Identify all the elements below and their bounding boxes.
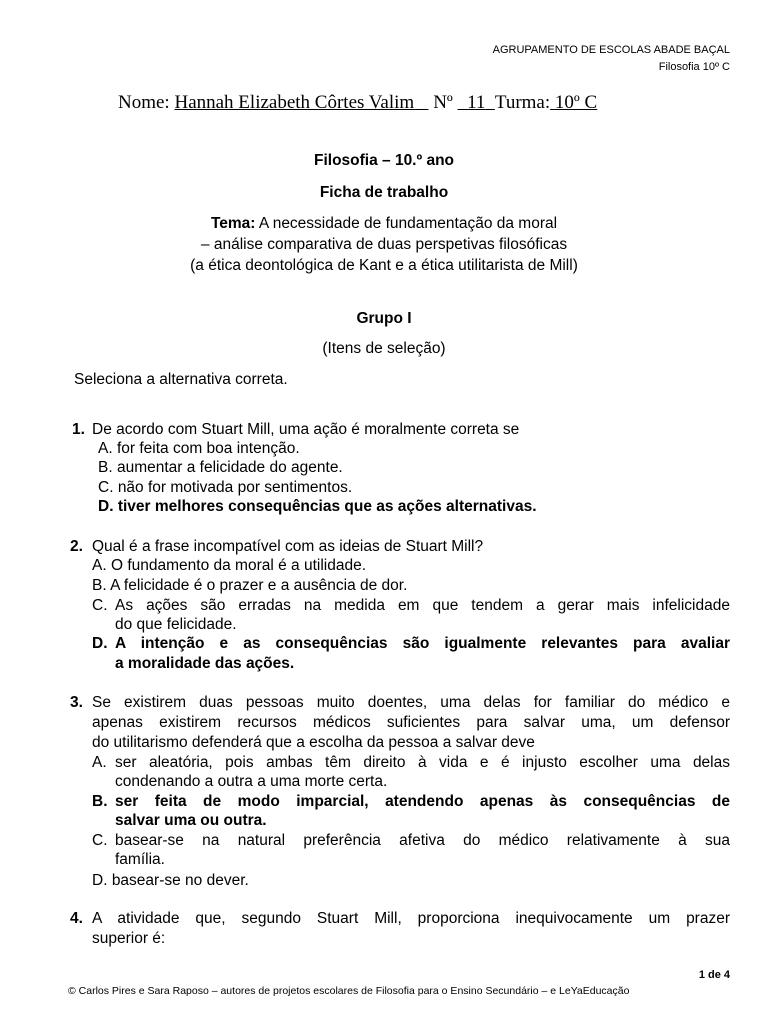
option-b-line-1: ser feita de modo imparcial, atendendo apenas às consequências de: [115, 793, 730, 810]
name-label: Nome:: [118, 92, 170, 113]
question-stem: De acordo com Stuart Mill, uma ação é moralmente correta se: [92, 421, 520, 438]
option-b: B. A felicidade é o prazer e a ausência de dor.: [92, 577, 408, 594]
option-c-letter: C.: [92, 597, 108, 614]
copyright-footer: © Carlos Pires e Sara Raposo – autores de projetos escolares de Filosofia para o Ensino Secundário – e LeYaEducação: [68, 985, 630, 997]
question-stem-line-2: apenas existirem recursos médicos suficientes para salvar uma, um defensor: [92, 714, 730, 731]
question-number: 4.: [70, 910, 83, 927]
question-stem-line-1: Se existirem duas pessoas muito doentes, uma delas for familiar do médico e: [92, 694, 730, 711]
question-stem: Qual é a frase incompatível com as ideias de Stuart Mill?: [92, 538, 484, 555]
option-d-correct: D. tiver melhores consequências que as ações alternativas.: [98, 498, 537, 515]
option-b-line-2: salvar uma ou outra.: [115, 812, 267, 829]
question-number: 3.: [70, 694, 83, 711]
option-c-line-2: do que felicidade.: [115, 616, 237, 633]
option-c-letter: C.: [92, 832, 108, 849]
number-label: Nº: [433, 92, 453, 113]
theme-line-2: – análise comparativa de duas perspetivas filosóficas: [200, 236, 568, 253]
option-a-line-1: ser aleatória, pois ambas têm direito à vida e é injusto escolher uma delas: [115, 754, 730, 771]
question-stem-line-2: superior é:: [92, 930, 166, 947]
group-subtitle: (Itens de seleção): [322, 340, 446, 357]
option-c-line-2: família.: [115, 851, 165, 868]
option-b: B. aumentar a felicidade do agente.: [98, 459, 343, 476]
student-number: 11: [467, 92, 486, 113]
question-stem-line-3: do utilitarismo defenderá que a escolha da pessoa a salvar deve: [92, 734, 535, 751]
option-c-line-1: basear-se na natural preferência afetiva do médico relativamente à sua: [115, 832, 730, 849]
option-c: C. não for motivada por sentimentos.: [98, 479, 353, 496]
student-name: Hannah Elizabeth Côrtes Valim: [174, 92, 415, 113]
theme-label: Tema:: [210, 215, 256, 232]
question-number: 2.: [70, 538, 83, 555]
question-stem-line-1: A atividade que, segundo Stuart Mill, proporciona inequivocamente um prazer: [92, 910, 730, 927]
option-d-line-1: A intenção e as consequências são igualmente relevantes para avaliar: [115, 635, 730, 652]
group-title: Grupo I: [356, 310, 412, 327]
question-number: 1.: [72, 421, 85, 438]
class-label: Turma:: [494, 92, 551, 113]
school-name: AGRUPAMENTO DE ESCOLAS ABADE BAÇAL: [492, 44, 730, 56]
instruction: Seleciona a alternativa correta.: [74, 371, 288, 388]
option-d: D. basear-se no dever.: [92, 872, 249, 889]
option-b-letter: B.: [92, 793, 108, 810]
option-d-letter: D.: [92, 635, 108, 652]
student-class: 10º C: [554, 92, 598, 113]
theme-line-1: Tema: A necessidade de fundamentação da moral: [210, 215, 558, 232]
option-a: A. for feita com boa intenção.: [98, 440, 300, 457]
theme-line-3: (a ética deontológica de Kant e a ética utilitarista de Mill): [190, 257, 578, 274]
sheet-title: Ficha de trabalho: [319, 184, 449, 201]
option-a: A. O fundamento da moral é a utilidade.: [92, 557, 367, 574]
student-info: [118, 92, 597, 114]
course-title: Filosofia – 10.º ano: [313, 152, 455, 169]
page-number: 1 de 4: [698, 969, 730, 981]
option-a-letter: A.: [92, 754, 107, 771]
option-c-line-1: As ações são erradas na medida em que tendem a gerar mais infelicidade: [115, 597, 730, 614]
option-d-line-2: a moralidade das ações.: [115, 655, 295, 672]
subject-class: Filosofia 10º C: [658, 61, 730, 73]
option-a-line-2: condenando a outra a uma morte certa.: [115, 773, 388, 790]
